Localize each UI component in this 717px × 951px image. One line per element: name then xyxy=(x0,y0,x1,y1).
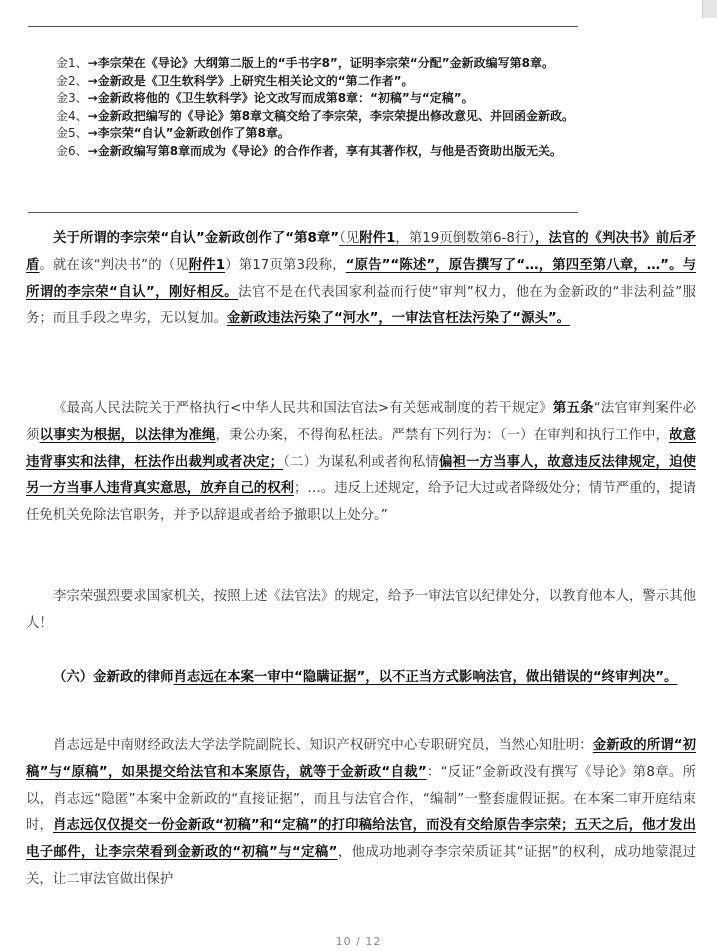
evidence-text: →李宗荣“自认”金新政创作了第8章。 xyxy=(87,126,290,140)
para-text: （二）为谋私利或者徇私情 xyxy=(283,454,439,470)
para-text: 肖志远仅仅提交一份金新政“初稿”和“定稿”的打印稿给法官，而没有交给原告李宗荣；五天之后，他才发出电子邮件，让李宗荣看到金新政的“初稿”与“定稿” xyxy=(26,818,696,861)
para-text: 以事实为根据，以法律为准绳 xyxy=(39,427,216,443)
attachment-ref: 附件1 xyxy=(188,257,226,273)
evidence-num: 金5、 xyxy=(56,126,88,140)
section-number: （六）金新政的律师 xyxy=(53,670,174,685)
para-text: ，他成功地剥夺李宗荣质证其“证据”的权利，成功地蒙混过关，让二审法官做出保护 xyxy=(26,845,696,887)
attachment-ref: 附件1 xyxy=(359,231,396,246)
para-text: 法官不是在代表国家利益而行使“审判”权力，他在为金新政的“非法利益”服务；而且手段之卑劣，无以复加。 xyxy=(26,284,696,327)
bottom-divider xyxy=(28,212,578,213)
evidence-num: 金4、 xyxy=(56,108,88,123)
evidence-text: →金新政将他的《卫生软科学》论文改写而成第8章：“初稿”与“定稿”。 xyxy=(87,91,474,105)
paragraph-legal-rule xyxy=(26,396,696,530)
evidence-text: →金新政是《卫生软科学》上研究生相关论文的“第二作者”。 xyxy=(87,73,414,88)
para-text: “法官审判案件必须 xyxy=(26,401,697,443)
evidence-list xyxy=(56,55,696,160)
para-text: 。就在该“判决书”的（见 xyxy=(39,257,189,273)
paragraph-self-admission xyxy=(26,226,696,333)
page-corner-fold xyxy=(702,0,717,18)
list-item xyxy=(56,125,696,143)
para-text: 肖志远是中南财经政法大学法学院副院长、知识产权研究中心专职研究员，当然心知肚明： xyxy=(53,738,593,753)
para-text: ，法官的《判决书》前后矛盾 xyxy=(26,231,696,273)
evidence-text: →李宗荣在《导论》大纲第二版上的“手书字8”，证明李宗荣“分配”金新政编写第8章。 xyxy=(87,56,554,70)
para-text: 偏袒一方当事人，故意违反法律规定，迫使另一方当事人违背真实意思，放弃自己的权利 xyxy=(26,454,697,497)
list-item xyxy=(56,73,696,91)
evidence-text: →金新政把编写的《导论》第8章文稿交给了李宗荣，李宗荣提出修改意见、并回函金新政。 xyxy=(87,108,575,123)
para-text: 第五条 xyxy=(552,401,594,416)
para-text: （见 xyxy=(339,231,360,246)
para-text: 金新政违法污染了“河水”，一审法官枉法污染了“源头”。 xyxy=(226,311,571,327)
section-heading xyxy=(26,665,696,692)
evidence-num: 金6、 xyxy=(56,143,88,158)
top-divider xyxy=(28,26,578,27)
evidence-num: 金3、 xyxy=(56,91,88,105)
para-text: ，第19页倒数第6-8行） xyxy=(395,231,536,246)
para-text: 关于所谓的李宗荣“自认”金新政创作了“第8章” xyxy=(53,231,340,246)
paragraph-demand xyxy=(26,584,696,638)
para-text: ：“反证”金新政没有撰写《导论》第8章。所以，肖志远“隐匿”本案中金新政的“直接证据”，而且与法官合作，“编制”一整套虚假证据。在本案二审开庭结束时， xyxy=(26,764,696,834)
list-item xyxy=(56,90,696,108)
section-title: 肖志远在本案一审中“隐瞒证据”，以不正当方式影响法官，做出错误的“终审判决”。 xyxy=(173,670,678,685)
list-item xyxy=(56,55,696,73)
list-item xyxy=(56,108,696,126)
evidence-num: 金2、 xyxy=(56,73,88,88)
para-text: ）第17页第3段称， xyxy=(225,257,346,273)
para-text: ，秉公办案，不得徇私枉法。严禁有下列行为：（一）在审判和执行工作中， xyxy=(215,427,670,443)
para-text: ；…。违反上述规定，给予记大过或者降级处分；情节严重的，提请任免机关免除法官职务，并予以辞退或者给予撤职以上处分。” xyxy=(26,481,697,524)
paragraph-lawyer xyxy=(26,733,696,894)
evidence-text: →金新政编写第8章而成为《导论》的合作作者，享有其著作权，与他是否资助出版无关。 xyxy=(87,143,563,158)
list-item xyxy=(56,143,696,161)
para-text: 金新政的所谓“初稿”与“原稿”，如果提交给法官和本案原告，就等于金新政“自裁” xyxy=(26,738,696,780)
para-text: 李宗荣强烈要求国家机关，按照上述《法官法》的规定，给予一审法官以纪律处分，以教育他本人，警示其他人！ xyxy=(26,589,696,631)
para-text: 故意违背事实和法律，枉法作出裁判或者决定； xyxy=(26,427,697,470)
evidence-num: 金1、 xyxy=(56,56,88,70)
para-text: “原告”“陈述”，原告撰写了“…，第四至第八章，…”。与所谓的李宗荣“自认”，刚好相反。 xyxy=(26,257,697,300)
page-number: 10 / 12 xyxy=(335,935,382,948)
para-text: 《最高人民法院关于严格执行<中华人民共和国法官法>有关惩戒制度的若干规定》 xyxy=(53,401,553,416)
